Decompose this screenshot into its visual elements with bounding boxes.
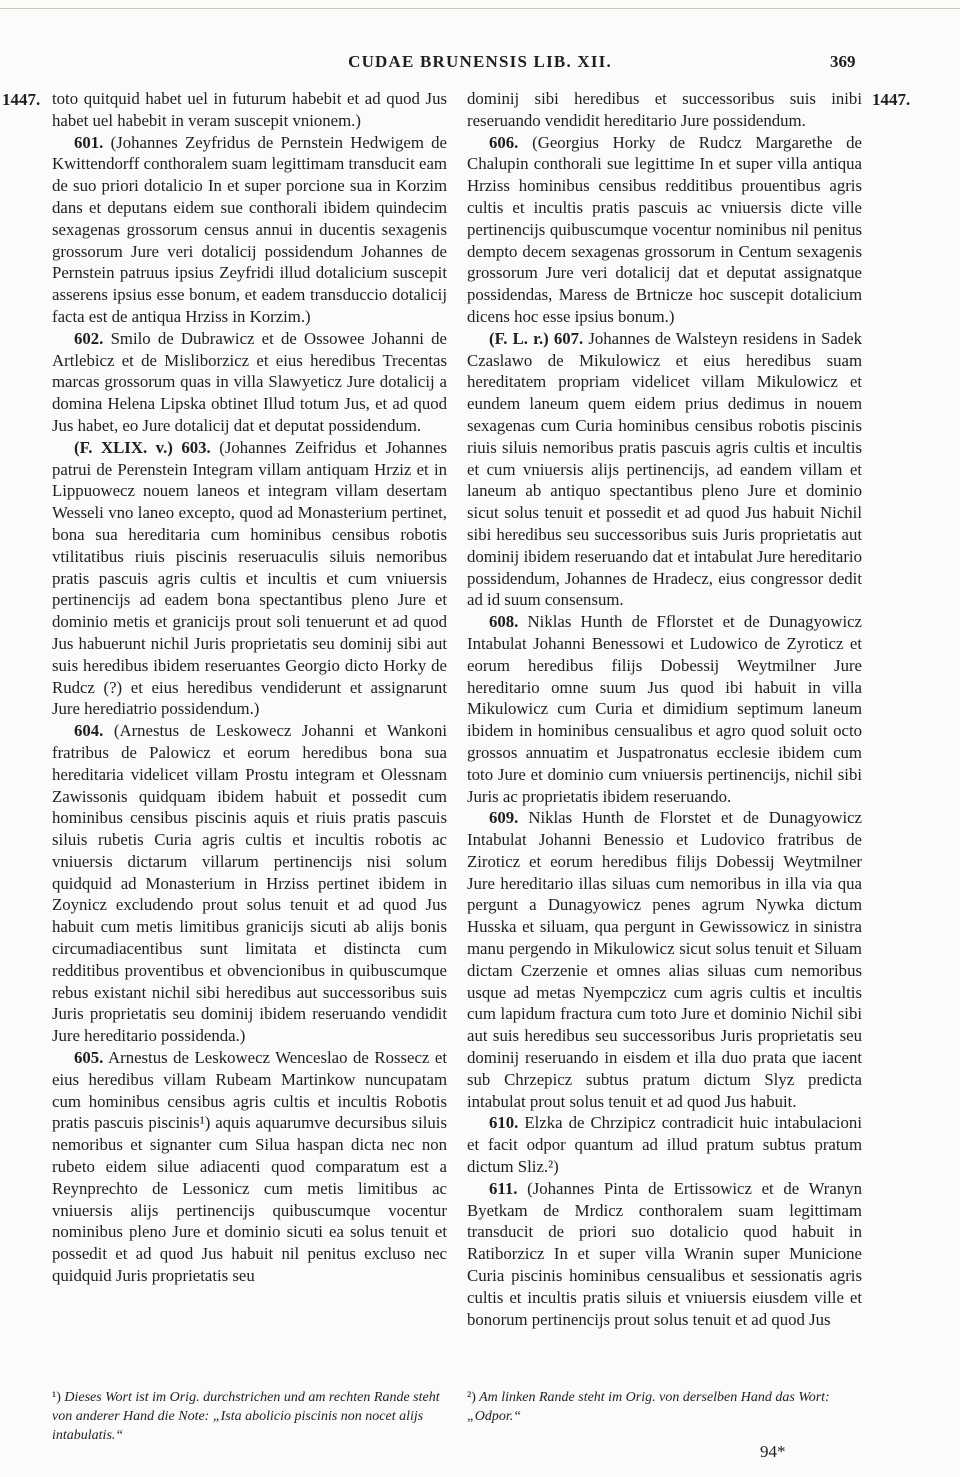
- entry-paragraph: [467, 1178, 862, 1331]
- left-column: [52, 88, 447, 1287]
- footnote-1: [52, 1388, 447, 1445]
- entry-number: (F. XLIX. v.) 603.: [74, 437, 211, 457]
- entry-paragraph: [52, 437, 447, 720]
- entry-number: 608.: [489, 612, 519, 632]
- entry-text: (Johannes Pinta de Ertissowicz et de Wranyn Byetkam de Mrdicz conthoralem suam legittimam transducit de priori suo dotalicio quod habuit in Ratiborzicz In et super villa Wranin super Municione Curia piscinis hominibus censualibus et sessionatis agris cultis et incultis pratis siluis et vniuersis eiusdem ville et bonorum pertinencijs prout solus tenuit et ad quod Jus: [467, 1178, 862, 1329]
- entry-paragraph: [52, 88, 447, 132]
- entry-text: Niklas Hunth de Florstet et de Dunagyowicz Intabulat Johanni Benessio et Ludovico fratribus de Ziroticz et eorum heredibus filijs Dobessij Weytmilner Jure hereditario illas siluas cum nemoribus in illa via qua pergunt a Dunagyowicz penes agrum Nywka dictum Husska et siluam, qua pergunt in Gewissowicz in sinistra manu pergendo in Mikulowicz sicut solus tenuit et Siluam dictam Czerzenie et omnes alias siluas cum nemoribus usque ad metas Nyempczicz cum agris cultis et incultis cum lapidum fractura cum toto Jure et dominio Nichil sibi aut suis heredibus seu successoribus Juris proprietatis seu dominij reseruando in eisdem et illa duo prata que iacent sub Chrzepicz subtus pratum dictum Slyz predicta intabulat prout solus tenuit et ad quod Jus habuit.: [467, 808, 863, 1111]
- running-title: CUDAE BRUNENSIS LIB. XII.: [348, 52, 612, 71]
- entry-text: (Johannes Zeyfridus de Pernstein Hedwigem de Kwittendorff conthoralem suam legittimam transducit eam de suo priori dotalicio In et super porcione sua in Korzim dans et deputans eidem sue conthorali ibidem quindecim sexagenas grossorum census annui in ducentis sexagenis grossorum Jure veri dotalicij possidendum Johannes de Pernstein patruus ipsius Zeyfridi illud dotalicium suscepit asserens ipsius esse bonum, et eadem transduccio dotalicij facta est de antiqua Hrziss in Korzim.): [52, 132, 447, 326]
- entry-number: 610.: [489, 1113, 519, 1133]
- entry-paragraph: [467, 328, 862, 611]
- entry-text: Niklas Hunth de Fflorstet et de Dunagyowicz Intabulat Johanni Benessowi et Ludowico de Zyroticz et eorum heredibus filijs Dobessij Weytmilner Jure hereditario omne suum Jus quod ibi habuit in villa Mikulowicz cum Curia et dimidium septimum laneum ibidem in hominibus censualibus et agro quod soluit octo grossos annuatim et Juspatronatus ecclesie ibidem cum toto Jure et dominio cum vniuersis pertinencijs, nichil sibi Juris ac proprietatis ibidem reseruando.: [467, 612, 863, 806]
- footnote-2-mark: ²): [467, 1390, 476, 1405]
- top-rule: [0, 8, 960, 9]
- page-number: 369: [830, 52, 856, 71]
- entry-number: (F. L. r.) 607.: [489, 328, 584, 348]
- entry-paragraph: [467, 807, 862, 1112]
- entry-paragraph: [52, 720, 447, 1047]
- entry-text: Johannes de Walsteyn residens in Sadek Czaslawo de Mikulowicz et eius heredibus suam hereditatem propriam videlicet villam Mikulowicz et eundem laneum quem eidem prius dedimus in nouem sexagenas cum Curia hominibus censibus robotis piscinis riuis siluis nemoribus pratis pascuis agris cultis et incultis et cum vniuersis alijs pertinencijs, ad eandem villam et laneum ab antiquo spectantibus pleno Jure et dominio sicut solus tenuit et possedit et ad quod Jus habuit Nichil sibi heredibus seu successoribus suis Juris proprietatis aut dominij ibidem reseruando dat et intabulat Jure hereditario possidendum, Johannes de Hradecz, eius congressor dedit ad id suum consensum.: [467, 328, 862, 610]
- entry-text: (Arnestus de Leskowecz Johanni et Wankoni fratribus de Palowicz et eorum heredibus bona sua hereditaria videlicet villam Prostu integram et Olessnam Zawissonis quidquam ibidem habuit et possedit cum hominibus censibus piscinis aquis et riuis pratis pascuis siluis rubetis Curia agris cultis et incultis robotis ac vniuersis dictarum villarum pertinencijs nisi solum quidquid ad Monasterium in Hrziss pertinet ibidem in Zoynicz excludendo prout solus tenuit et ad quod Jus habuit cum metis limitibus granicijs sicuti ab alijs bonis circumadiacentibus sunt limitata et distincta cum redditibus proventibus et obvencionibus in quibuscumque rebus existant nichil sibi heredibus aut successoribus suis Juris proprietatis seu dominij ibidem reseruando vendidit Jure hereditario possidenda.): [52, 721, 447, 1046]
- entry-paragraph: [467, 88, 862, 132]
- entry-paragraph: [52, 132, 447, 328]
- year-marginal-right: 1447.: [872, 90, 911, 109]
- entry-number: 611.: [489, 1178, 518, 1198]
- entry-number: 604.: [74, 721, 104, 741]
- footnote-1-text: Dieses Wort ist im Orig. durchstrichen und am rechten Rande steht von anderer Hand die Note: „Ista abolicio piscinis non nocet alijs intabulatis.“: [52, 1390, 440, 1443]
- year-marginal-left: 1447.: [2, 90, 41, 109]
- entry-text: dominij sibi heredibus et successoribus suis inibi reseruando vendidit hereditario Jure possidendum.: [467, 89, 862, 130]
- entry-paragraph: [467, 611, 862, 807]
- entry-text: Arnestus de Leskowecz Wenceslao de Rossecz et eius heredibus villam Rubeam Martinkow nuncupatam cum hominibus censibus agris cultis et incultis Robotis pratis pascuis piscinis¹) aquis aquarumve decursibus siluis nemoribus et signanter cum Silua haspan dicta nec non rubeto eidem silue adiacenti quod comparatum est a Reynprechto de Lessonicz cum metis limitibus ac vniuersis alijs pertinencijs quibuscumque vocentur nominibus pleno Jure et dominio sicuti ea solus tenuit et possedit et ad quod Jus habuit nil penitus excluso nec quidquid Juris proprietatis seu: [52, 1048, 447, 1286]
- entry-paragraph: [52, 1047, 447, 1287]
- entry-number: 602.: [74, 328, 104, 348]
- footnote-2: [467, 1388, 862, 1426]
- entry-text: toto quitquid habet uel in futurum habebit et ad quod Jus habet uel habebit in veram suscepit vnionem.): [52, 89, 447, 130]
- entry-text: (Johannes Zeifridus et Johannes patrui de Perenstein Integram villam antiquam Hrziz et in Lippuowecz nouem laneos et integram villam desertam Wesseli vno laneo excepto, quod ad Monasterium pertinet, bona sua hereditaria cum hominibus censibus robotis vtilitatibus riuis piscinis reseruaculis siluis nemoribus pratis pascuis agris cultis et incultis et cum vniuersis pertinencijs ad eadem bona spectantibus pleno Jure et dominio metis et granicijs prout soli tenuerunt et ad quod Jus habuerunt nichil Juris proprietatis seu dominij sibi aut suis heredibus ibidem reseruantes Georgio dicto Horky de Rudcz (?) et eius heredibus vendiderunt et assignarunt Jure herediatrio possidendum.): [52, 437, 447, 719]
- entry-paragraph: [467, 132, 862, 328]
- footnote-1-mark: ¹): [52, 1390, 61, 1405]
- entry-paragraph: [52, 328, 447, 437]
- footnote-2-text: Am linken Rande steht im Orig. von derselben Hand das Wort: „Odpor.“: [467, 1390, 830, 1424]
- entry-number: 609.: [489, 808, 519, 828]
- entry-paragraph: [467, 1112, 862, 1177]
- sheet-signature: 94*: [760, 1442, 786, 1461]
- entry-text: (Georgius Horky de Rudcz Margarethe de Chalupin conthorali sue legittime In et super villa antiqua Hrziss hominibus censibus redditibus prouentibus agris cultis et incultis pratis pascuis ac vniuersis dicte ville pertinencijs quibuscumque vocentur nominibus nil penitus dempto decem sexagenas grossorum in Centum sexagenis grossorum Jure veri dotalicij dat et deputat assignatque possidendas, Maress de Brtnicze hoc suscepit dotalicium dicens hoc esse ipsius bonum.): [467, 132, 862, 326]
- entry-number: 601.: [74, 132, 104, 152]
- entry-number: 606.: [489, 132, 519, 152]
- entry-text: Smilo de Dubrawicz et de Ossowee Johanni de Artlebicz et de Misliborzicz et eius heredibus Trecentas marcas grossorum quas in villa Slawyeticz Jure dotalicij a domina Helena Lipska obtinet Illud totum Jus, et ad quod Jus habet, eo Jure dotalicij dat et deputat possidendum.: [52, 328, 447, 435]
- right-column: [467, 88, 862, 1330]
- entry-number: 605.: [74, 1048, 104, 1068]
- entry-text: Elzka de Chrzipicz contradicit huic intabulacioni et facit odpor quantum ad illud pratum subtus pratum dictum Sliz.²): [467, 1113, 862, 1177]
